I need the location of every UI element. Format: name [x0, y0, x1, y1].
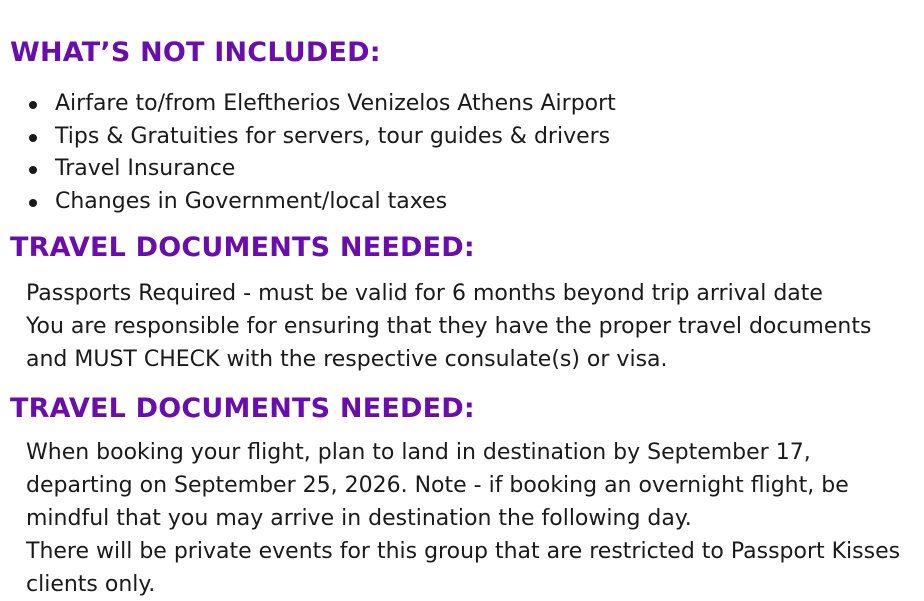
section-heading-travel-documents-second: TRAVEL DOCUMENTS NEEDED:	[10, 393, 475, 424]
list-item	[26, 153, 616, 186]
bullet-icon	[29, 134, 37, 142]
section-heading-not-included: WHAT’S NOT INCLUDED:	[10, 37, 381, 68]
paragraph-line: and MUST CHECK with the respective consulate(s) or visa.	[26, 347, 668, 372]
section-heading-travel-documents: TRAVEL DOCUMENTS NEEDED:	[10, 232, 475, 263]
list-item-text: Airfare to/from Eleftherios Venizelos Athens Airport	[55, 91, 616, 116]
paragraph-line: mindful that you may arrive in destination the following day.	[26, 506, 692, 531]
paragraph-line: When booking your flight, plan to land in destination by September 17,	[26, 440, 811, 465]
paragraph-line: You are responsible for ensuring that they have the proper travel documents	[26, 314, 872, 339]
list-item	[26, 121, 616, 154]
list-item	[26, 186, 616, 219]
list-item-text: Tips & Gratuities for servers, tour guides & drivers	[55, 123, 611, 149]
paragraph-line: clients only.	[26, 572, 156, 597]
paragraph-line: departing on September 25, 2026. Note - if booking an overnight flight, be	[26, 473, 849, 498]
list-item	[26, 88, 616, 121]
list-item-text: Changes in Government/local taxes	[55, 188, 448, 214]
paragraph-line: There will be private events for this group that are restricted to Passport Kisses	[26, 539, 901, 564]
list-item-text: Travel Insurance	[55, 156, 236, 181]
bullet-icon	[29, 166, 37, 174]
paragraph-line: Passports Required - must be valid for 6 months beyond trip arrival date	[26, 281, 823, 306]
bullet-icon	[29, 101, 37, 109]
not-included-list	[26, 88, 616, 218]
bullet-icon	[29, 199, 37, 207]
